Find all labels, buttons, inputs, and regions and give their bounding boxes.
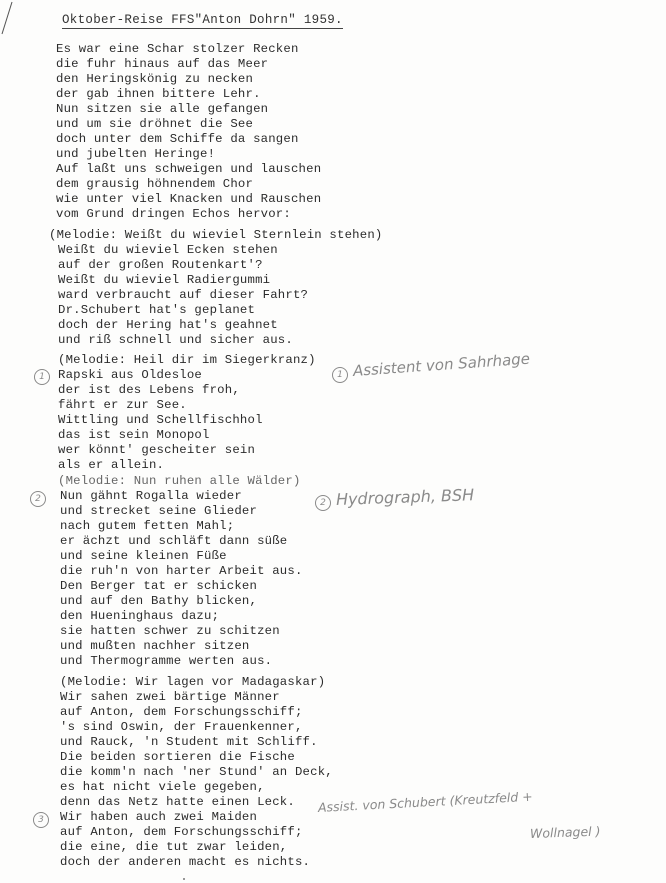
verse-line: Nun sitzen sie alle gefangen: [56, 102, 269, 116]
handwritten-note-3-line-1: Assist. von Schubert (Kreutzfeld +: [317, 788, 533, 815]
verse-line: ward verbraucht auf dieser Fahrt?: [58, 288, 309, 302]
corner-pen-stroke: [0, 0, 20, 40]
verse-line: Dr.Schubert hat's geplanet: [58, 303, 256, 317]
melody-line: (Melodie: Nun ruhen alle Wälder): [58, 474, 301, 488]
verse-line: und jubelten Heringe!: [56, 147, 216, 161]
verse-line: Den Berger tat er schicken: [60, 579, 258, 593]
page-title: Oktober-Reise FFS"Anton Dohrn" 1959.: [62, 13, 343, 27]
verse-line: die komm'n nach 'ner Stund' an Deck,: [60, 765, 333, 779]
verse-line: den Heringskönig zu necken: [56, 72, 254, 86]
verse-line: auf der großen Routenkart'?: [58, 258, 263, 272]
verse-line: und auf den Bathy blicken,: [60, 594, 258, 608]
verse-line: Wir sahen zwei bärtige Männer: [60, 690, 280, 704]
verse-line: Weißt du wieviel Radiergummi: [58, 273, 271, 287]
verse-line: wie unter viel Knacken und Rauschen: [56, 192, 322, 206]
verse-line: es hat nicht viele gegeben,: [60, 780, 265, 794]
verse-line: und um sie dröhnet die See: [56, 117, 254, 131]
verse-line: Wittling und Schellfischhol: [58, 413, 263, 427]
verse-line: doch der anderen macht es nichts.: [60, 855, 311, 869]
verse-line: den Hueninghaus dazu;: [60, 609, 220, 623]
verse-line: wer könnt' gescheiter sein: [58, 443, 256, 457]
verse-line: Die beiden sortieren die Fische: [60, 750, 295, 764]
verse-line: der gab ihnen bittere Lehr.: [56, 87, 261, 101]
verse-line: fährt er zur See.: [58, 398, 187, 412]
verse-line: und Thermogramme werten aus.: [60, 654, 273, 668]
stray-mark: [183, 878, 185, 880]
verse-line: Rapski aus Oldesloe: [58, 368, 203, 382]
verse-line: nach gutem fetten Mahl;: [60, 519, 235, 533]
verse-line: die ruh'n von harter Arbeit aus.: [60, 564, 303, 578]
verse-line: die fuhr hinaus auf das Meer: [56, 57, 269, 71]
verse-line: Weißt du wieviel Ecken stehen: [58, 243, 278, 257]
melody-line: (Melodie: Wir lagen vor Madagaskar): [60, 675, 326, 689]
verse-line: dem grausig höhnendem Chor: [56, 177, 254, 191]
verse-line: er ächzt und schläft dann süße: [60, 534, 288, 548]
verse-line: und riß schnell und sicher aus.: [58, 333, 293, 347]
verse-line: Auf laßt uns schweigen und lauschen: [56, 162, 322, 176]
verse-line: doch unter dem Schiffe da sangen: [56, 132, 299, 146]
handwritten-note-3-line-2: Wollnagel ): [529, 823, 601, 841]
verse-line: und seine kleinen Füße: [60, 549, 227, 563]
annotation-number-circle: 1: [332, 367, 348, 383]
handwritten-note-2: Hydrograph, BSH: [335, 485, 475, 509]
margin-number-circle: 2: [30, 491, 46, 507]
verse-line: doch der Hering hat's geahnet: [58, 318, 278, 332]
verse-line: vom Grund dringen Echos hervor:: [56, 207, 291, 221]
verse-line: 's sind Oswin, der Frauenkenner,: [60, 720, 303, 734]
verse-line: die eine, die tut zwar leiden,: [60, 840, 288, 854]
margin-number-circle: 1: [34, 369, 50, 385]
verse-line: und Rauck, 'n Student mit Schliff.: [60, 735, 318, 749]
verse-line: Nun gähnt Rogalla wieder: [60, 489, 242, 503]
verse-line: Es war eine Schar stolzer Recken: [56, 42, 299, 56]
verse-line: auf Anton, dem Forschungsschiff;: [60, 825, 303, 839]
melody-line: (Melodie: Heil dir im Siegerkranz): [58, 353, 316, 367]
melody-line: (Melodie: Weißt du wieviel Sternlein stehen): [49, 228, 383, 242]
verse-line: denn das Netz hatte einen Leck.: [60, 795, 295, 809]
verse-line: auf Anton, dem Forschungsschiff;: [60, 705, 303, 719]
annotation-number-circle: 2: [315, 495, 331, 511]
verse-line: der ist des Lebens froh,: [58, 383, 240, 397]
verse-line: und strecket seine Glieder: [60, 504, 258, 518]
verse-line: sie hatten schwer zu schitzen: [60, 624, 280, 638]
handwritten-note-1: Assistent von Sahrhage: [352, 349, 531, 380]
verse-line: als er allein.: [58, 458, 165, 472]
verse-line: Wir haben auch zwei Maiden: [60, 810, 258, 824]
verse-line: und mußten nachher sitzen: [60, 639, 250, 653]
verse-line: das ist sein Monopol: [58, 428, 210, 442]
margin-number-circle: 3: [33, 812, 49, 828]
